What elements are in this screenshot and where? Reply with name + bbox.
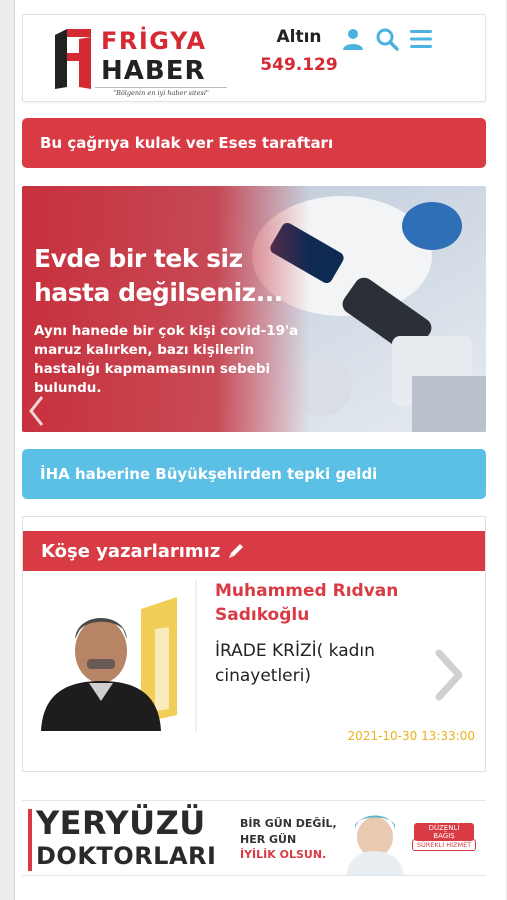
ad-badge-2: SÜREKLİ HİZMET xyxy=(412,839,476,851)
user-icon[interactable] xyxy=(341,27,365,51)
pen-icon xyxy=(226,541,246,561)
slide-headline-line1[interactable]: Evde bir tek siz xyxy=(34,244,243,273)
gold-label: Altın xyxy=(276,27,322,47)
news-headline-text[interactable]: İHA haberine Büyükşehirden tepki geldi xyxy=(40,465,378,483)
ad-banner[interactable] xyxy=(22,800,486,876)
menu-icon[interactable] xyxy=(409,27,433,51)
site-header xyxy=(22,14,486,102)
breaking-news-text[interactable]: Bu çağrıya kulak ver Eses taraftarı xyxy=(40,134,334,152)
author-photo[interactable] xyxy=(37,589,195,731)
article-date: 2021-10-30 13:33:00 xyxy=(347,729,475,743)
columnist-divider xyxy=(195,581,197,731)
breaking-news-bar[interactable] xyxy=(22,118,486,168)
ad-line2: HER GÜN xyxy=(240,833,297,846)
ad-line3 xyxy=(240,848,326,861)
ad-word2: DOKTORLARI xyxy=(36,842,217,870)
article-title[interactable]: İRADE KRİZİ( kadın cinayetleri) xyxy=(215,641,375,686)
ad-doctor-image xyxy=(340,807,410,876)
slide-headline[interactable] xyxy=(34,242,294,310)
logo-subtitle[interactable]: HABER xyxy=(101,56,206,86)
ad-line3-highlight: İYİLİK OLSUN. xyxy=(240,848,327,861)
columnists-section xyxy=(22,516,486,772)
chevron-left-icon[interactable] xyxy=(26,394,48,428)
ad-line1: BİR GÜN DEĞİL, xyxy=(240,817,337,830)
news-slider[interactable] xyxy=(22,186,486,432)
ad-accent-line xyxy=(28,809,32,871)
author-name[interactable]: Muhammed Rıdvan Sadıkoğlu xyxy=(215,581,399,625)
gold-price: 549.129 xyxy=(260,55,338,75)
columnists-heading xyxy=(23,531,485,571)
news-headline-bar[interactable] xyxy=(22,449,486,499)
ad-badge-1: DÜZENLİ BAĞIŞ xyxy=(414,823,474,841)
columnists-title: Köşe yazarlarımız xyxy=(41,540,221,562)
slide-description[interactable]: Aynı hanede bir çok kişi covid-19'a maruz kalırken, bazı kişilerin hastalığı kapmamasının sebebi bulundu. xyxy=(34,323,299,396)
logo-title[interactable]: FRİGYA xyxy=(101,27,207,55)
search-icon[interactable] xyxy=(375,27,399,51)
slide-headline-line2[interactable]: hasta değilseniz... xyxy=(34,278,283,307)
logo-icon[interactable] xyxy=(53,27,93,91)
ad-word1: YERYÜZÜ xyxy=(36,804,206,842)
logo-tagline: "Bölgenin en iyi haber sitesi" xyxy=(95,87,227,97)
chevron-right-icon[interactable] xyxy=(431,647,467,703)
